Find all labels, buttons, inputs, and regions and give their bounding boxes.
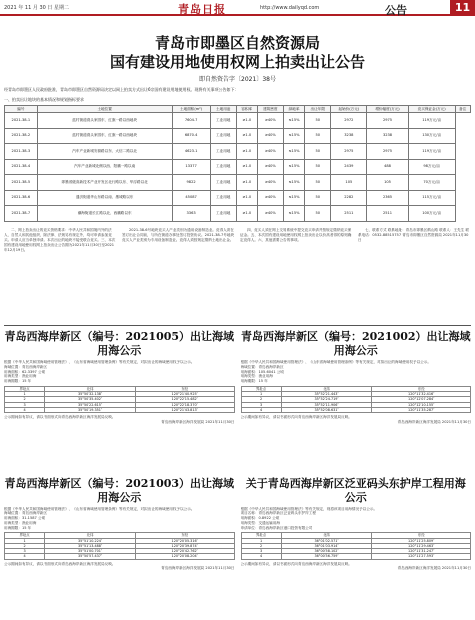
parcel-cell: 汽车产业新城北侧以西、阳鹏一路以南 bbox=[37, 159, 172, 175]
parcel-table-header bbox=[5, 106, 471, 113]
coordinate-cell: 120°11′27.593″ bbox=[372, 554, 471, 559]
parcel-cell: ≥40% bbox=[257, 175, 283, 191]
parcel-table bbox=[4, 105, 471, 222]
section-name: 公告 bbox=[385, 4, 407, 17]
parcel-cell: 通济街道华山东路以南、墨城路以东 bbox=[37, 190, 172, 206]
parcel-col-header: 出让年限 bbox=[305, 106, 331, 113]
parcel-cell: 119万元/亩 bbox=[408, 113, 455, 129]
sea-notice-line: 用海面积：105.6041 公顷 bbox=[240, 369, 284, 374]
coordinate-cell: 35°52′08.631″ bbox=[281, 407, 372, 412]
coordinate-col-header: 东经 bbox=[372, 533, 471, 538]
sea-notice-foot-text: 公示期间如有异议，请以书面形式向青岛西海岸新区海洋发展局反映。 bbox=[240, 561, 352, 566]
coordinate-cell: 2 bbox=[241, 397, 281, 402]
coordinate-col-header: 界址点 bbox=[241, 386, 281, 391]
parcel-col-header: 土地位置 bbox=[37, 106, 172, 113]
parcel-cell: ≥1.0 bbox=[236, 113, 257, 129]
parcel-col-header: 备注 bbox=[455, 106, 470, 113]
sea-notice-signature: 青岛西海岸新区海洋发展局 2021年11月30日 bbox=[397, 419, 471, 424]
notice-title-line2: 国有建设用地使用权网上拍卖出让公告 bbox=[109, 53, 365, 71]
sea-notice-line: 用海期限：15 年 bbox=[240, 379, 268, 384]
coordinate-cell: 2 bbox=[5, 397, 45, 402]
parcel-col-header: 建筑密度 bbox=[257, 106, 283, 113]
issue-date: 2021 年 11 月 30 日 星期二 bbox=[4, 5, 69, 11]
parcel-cell: 2511 bbox=[331, 206, 367, 222]
notice-section-heading: 一、拍卖出让地块的基本情况和规划指标要求 bbox=[4, 97, 84, 102]
page-number: 11 bbox=[450, 0, 475, 16]
coordinate-cell: 4 bbox=[241, 554, 281, 559]
parcel-cell: 98万元/亩 bbox=[408, 159, 455, 175]
sea-notice-title: 青岛西海岸新区（编号：2021002）出让海域用海公示 bbox=[240, 330, 471, 357]
parcel-cell: 6870.4 bbox=[172, 128, 210, 144]
coordinate-cell: 120°11′32.416″ bbox=[372, 392, 471, 397]
parcel-cell: 2975 bbox=[367, 144, 408, 160]
coordinate-cell: 36°01′03.914″ bbox=[281, 543, 372, 548]
sea-notice-info bbox=[241, 360, 472, 384]
sea-notice-line: 用海面积：62.3397 公顷 bbox=[4, 369, 46, 374]
table-row bbox=[5, 144, 471, 160]
notice-col-2-text: 2021-38-6号地块竞买人产业类别为通用设备制造业。竞得人须在签订出让合同前，与所在街道办事处签订投资协议。2021-38-7号地块竞买人产业类别为专用设备制造业。竞得人须按规定缴纳土地出让金。 bbox=[122, 227, 235, 242]
coordinate-col-header: 北纬 bbox=[281, 533, 372, 538]
sea-notice-3 bbox=[241, 473, 472, 616]
sea-notice-footer bbox=[4, 562, 235, 571]
coordinate-cell: 120°11′31.247″ bbox=[372, 549, 471, 554]
parcel-col-header: 绿地率 bbox=[283, 106, 304, 113]
parcel-cell: 50 bbox=[305, 159, 331, 175]
parcel-cell: 工业用地 bbox=[210, 144, 236, 160]
coordinate-col-header: 东经 bbox=[135, 533, 234, 538]
parcel-cell: 2282 bbox=[331, 190, 367, 206]
parcel-cell: 3363 bbox=[172, 206, 210, 222]
coordinate-cell: 35°52′21.443″ bbox=[281, 392, 372, 397]
coordinate-cell: 3 bbox=[241, 549, 281, 554]
parcel-cell: 2021-38-3 bbox=[5, 144, 38, 160]
coordinate-cell: 120°20′08.204″ bbox=[135, 554, 234, 559]
parcel-cell: 2021-38-5 bbox=[5, 175, 38, 191]
coordinate-cell: 1 bbox=[241, 538, 281, 543]
coordinate-cell: 36°01′02.571″ bbox=[281, 538, 372, 543]
notice-col-3-text: 四、竞买人须在网上交易系统中提交竞买申请并按规定缴纳竞买保证金。五、本次国有建设用地使用权网上拍卖出让以价高者得的原则确定竞得人。六、其他需要公告的事项。 bbox=[240, 227, 352, 242]
parcel-cell: 蓝村街道湾头家园东、红旗一路以西地块 bbox=[37, 113, 172, 129]
sea-notice-signature: 青岛西海岸新区海洋发展局 2021年11月30日 bbox=[397, 566, 471, 571]
coordinate-table bbox=[4, 532, 235, 559]
coordinate-cell: 4 bbox=[5, 554, 45, 559]
parcel-cell: 50 bbox=[305, 190, 331, 206]
parcel-col-header: 编号 bbox=[5, 106, 38, 113]
parcel-cell: ≥1.0 bbox=[236, 128, 257, 144]
parcel-cell: ≤15% bbox=[283, 113, 304, 129]
sea-notice-footer bbox=[241, 415, 472, 424]
notice-col-1-text: 二、网上拍卖出让的竞买资格要求：中华人民共和国境内外的法人、自然人和其他组织，除法律、法规另有规定外，均可申请参加竞买。申请人应当单独申请。本次出让的地块不接受联合竞买。三、本次国有建设用地使用权网上拍卖出让公告期为2021年11月30日至2021年12月19日。 bbox=[4, 227, 116, 253]
parcel-cell: 9822 bbox=[172, 175, 210, 191]
sea-notice-title: 青岛西海岸新区（编号：2021005）出让海域用海公示 bbox=[4, 330, 235, 357]
parcel-cell: 3238 bbox=[367, 128, 408, 144]
coordinate-cell: 1 bbox=[5, 392, 45, 397]
parcel-cell: 50 bbox=[305, 206, 331, 222]
sea-notice-foot-text: 公示期间如有异议，请以书面形式向青岛西海岸新区海洋发展局反映。 bbox=[4, 415, 116, 419]
parcel-cell: 3238 bbox=[331, 128, 367, 144]
sea-notice-line: 根据《中华人民共和国海域使用管理法》、《山东省海域使用管理条例》等有关规定，对拟出让的海域使用权予以公示。 bbox=[4, 360, 195, 364]
coordinate-row bbox=[5, 554, 235, 559]
sea-notice-line: 海域位置：青岛西海岸新区 bbox=[4, 511, 48, 516]
coordinate-cell: 120°20′05.316″ bbox=[135, 538, 234, 543]
parcel-cell: 工业用地 bbox=[210, 113, 236, 129]
sea-notice-line: 用海面积：31.1587 公顷 bbox=[4, 516, 46, 521]
parcel-cell: 105 bbox=[367, 175, 408, 191]
coordinate-cell: 35°50′32.138″ bbox=[45, 392, 136, 397]
sea-notice-info bbox=[4, 360, 235, 384]
coordinate-table bbox=[4, 386, 235, 413]
table-row bbox=[5, 175, 471, 191]
table-row bbox=[5, 128, 471, 144]
coordinate-cell: 4 bbox=[5, 407, 45, 412]
sea-notice-line: 用海类型：渔业用海 bbox=[4, 374, 37, 379]
parcel-cell: 工业用地 bbox=[210, 175, 236, 191]
coordinate-cell: 35°50′57.437″ bbox=[45, 554, 136, 559]
coordinate-cell: 120°12′10.155″ bbox=[372, 402, 471, 407]
sea-notice-foot-text: 公示期间如有异议，请以书面形式向青岛西海岸新区海洋发展局反映。 bbox=[240, 415, 352, 419]
coordinate-col-header: 东经 bbox=[135, 386, 234, 391]
parcel-cell: ≤15% bbox=[283, 190, 304, 206]
parcel-cell: 2975 bbox=[331, 144, 367, 160]
parcel-cell: 50 bbox=[305, 175, 331, 191]
parcel-cell: ≤15% bbox=[283, 159, 304, 175]
parcel-cell: 2021-38-6 bbox=[5, 190, 38, 206]
parcel-cell: 即墨省级高新技术产业开发区北行路以东、华浮路以北 bbox=[37, 175, 172, 191]
parcel-cell: 45087 bbox=[172, 190, 210, 206]
parcel-cell: 50 bbox=[305, 144, 331, 160]
coordinate-cell: 35°50′35.402″ bbox=[45, 397, 136, 402]
coordinate-col-header: 北纬 bbox=[281, 386, 372, 391]
coordinate-cell: 2 bbox=[241, 543, 281, 548]
site-url[interactable]: http://www.dailyqd.com bbox=[260, 5, 320, 11]
notice-col-4 bbox=[358, 228, 471, 320]
parcel-cell: ≥40% bbox=[257, 159, 283, 175]
sea-notice-0 bbox=[4, 326, 235, 469]
parcel-cell: 70万元/亩 bbox=[408, 175, 455, 191]
parcel-cell: 50 bbox=[305, 128, 331, 144]
parcel-cell: 130万元/亩 bbox=[408, 128, 455, 144]
coordinate-row bbox=[241, 407, 471, 412]
parcel-cell: ≤15% bbox=[283, 175, 304, 191]
sea-notice-footer bbox=[241, 562, 472, 571]
land-auction-notice bbox=[4, 18, 471, 320]
newspaper-logo: 青岛日报 bbox=[178, 3, 226, 16]
parcel-cell: ≥1.0 bbox=[236, 206, 257, 222]
sea-notice-foot-text: 公示期间如有异议，请以书面形式向青岛西海岸新区海洋发展局反映。 bbox=[4, 561, 116, 566]
parcel-cell: ≥1.0 bbox=[236, 175, 257, 191]
parcel-cell: 工业用地 bbox=[210, 206, 236, 222]
sea-notice-footer bbox=[4, 415, 235, 424]
sea-notice-title: 关于青岛西海岸新区泛亚码头东护岸工程用海公示 bbox=[245, 476, 466, 504]
parcel-cell: ≥40% bbox=[257, 206, 283, 222]
parcel-cell: 2975 bbox=[367, 113, 408, 129]
parcel-cell: 汽车产业新城安源路以东、大信二路以北 bbox=[37, 144, 172, 160]
sea-notice-line: 用海类型：交通运输用海 bbox=[240, 520, 281, 525]
masthead bbox=[0, 0, 475, 16]
sea-notice-line: 用海面积：0.8922 公顷 bbox=[240, 516, 280, 521]
coordinate-cell: 3 bbox=[241, 402, 281, 407]
coordinate-row bbox=[5, 407, 235, 412]
coordinate-cell: 120°20′42.762″ bbox=[135, 549, 234, 554]
parcel-cell: 2972 bbox=[331, 113, 367, 129]
coordinate-col-header: 北纬 bbox=[45, 386, 136, 391]
parcel-col-header: 增价幅度(万元) bbox=[367, 106, 408, 113]
parcel-cell: 4623.1 bbox=[172, 144, 210, 160]
sea-notice-info bbox=[241, 507, 472, 531]
sea-notice-line: 海域位置：青岛西海岸新区 bbox=[240, 364, 284, 369]
coordinate-table bbox=[241, 532, 472, 559]
parcel-cell: 105 bbox=[331, 175, 367, 191]
parcel-cell: ≥1.0 bbox=[236, 144, 257, 160]
coordinate-cell: 35°51′10.224″ bbox=[45, 538, 136, 543]
coordinate-col-header: 界址点 bbox=[5, 386, 45, 391]
parcel-cell: ≥40% bbox=[257, 190, 283, 206]
coordinate-cell: 120°12′07.284″ bbox=[372, 397, 471, 402]
coordinate-cell: 120°11′25.809″ bbox=[372, 538, 471, 543]
coordinate-cell: 35°52′24.719″ bbox=[281, 397, 372, 402]
sea-notice-line: 用海期限：15 年 bbox=[4, 379, 32, 384]
coordinate-cell: 36°00′58.102″ bbox=[281, 549, 372, 554]
coordinate-cell: 120°20′39.874″ bbox=[135, 543, 234, 548]
parcel-cell: 50 bbox=[305, 113, 331, 129]
parcel-col-header: 土地用途 bbox=[210, 106, 236, 113]
notice-title-line1: 青岛市即墨区自然资源局 bbox=[154, 34, 320, 52]
sea-notice-line: 根据《中华人民共和国海域使用管理法》、《山东省海域使用管理条例》等有关规定，对拟出让的海域使用权予以公示。 bbox=[4, 506, 195, 511]
coordinate-cell: 36°00′56.759″ bbox=[281, 554, 372, 559]
coordinate-cell: 35°51′13.488″ bbox=[45, 543, 136, 548]
notice-intro: 经青岛市即墨区人民政府批准，青岛市即墨区自然资源局决定以网上拍卖方式出让6宗国有建设用地使用权。现将有关事项公告如下： bbox=[4, 87, 239, 92]
coordinate-cell: 35°51′00.701″ bbox=[45, 549, 136, 554]
notice-body-columns bbox=[4, 228, 471, 320]
coordinate-cell: 3 bbox=[5, 549, 45, 554]
parcel-cell: 115万元/亩 bbox=[408, 190, 455, 206]
notice-col-3 bbox=[240, 228, 353, 320]
sea-notice-signature: 青岛西海岸新区海洋发展局 2021年11月30日 bbox=[161, 419, 235, 424]
coordinate-cell: 120°22′18.370″ bbox=[135, 402, 234, 407]
parcel-cell: ≥40% bbox=[257, 128, 283, 144]
coordinate-cell: 35°50′22.615″ bbox=[45, 402, 136, 407]
parcel-cell: 13377 bbox=[172, 159, 210, 175]
coordinate-col-header: 界址点 bbox=[5, 533, 45, 538]
sea-notice-1 bbox=[241, 326, 472, 469]
table-row bbox=[5, 206, 471, 222]
coordinate-cell: 120°22′15.482″ bbox=[135, 397, 234, 402]
parcel-cell: 7604.7 bbox=[172, 113, 210, 129]
table-row bbox=[5, 190, 471, 206]
parcel-cell: 2021-38-7 bbox=[5, 206, 38, 222]
parcel-col-header: 竞买保证金(万元) bbox=[408, 106, 455, 113]
parcel-cell: 潮海街道长江路以北、西鹏路以东 bbox=[37, 206, 172, 222]
coordinate-cell: 35°52′11.906″ bbox=[281, 402, 372, 407]
sea-notice-line: 用海期限：15 年 bbox=[4, 525, 32, 530]
coordinate-cell: 1 bbox=[241, 392, 281, 397]
notice-number: 即自然资告字〔2021〕38号 bbox=[199, 76, 276, 83]
coordinate-cell: 120°21′40.925″ bbox=[135, 392, 234, 397]
sea-use-notices bbox=[4, 325, 471, 615]
parcel-cell: ≤15% bbox=[283, 128, 304, 144]
parcel-cell: 2365 bbox=[367, 190, 408, 206]
coordinate-cell: 120°11′35.287″ bbox=[372, 407, 471, 412]
coordinate-cell: 3 bbox=[5, 402, 45, 407]
parcel-cell: ≤15% bbox=[283, 144, 304, 160]
coordinate-cell: 35°50′19.351″ bbox=[45, 407, 136, 412]
notice-col-4-text: 七、联系方式 联系地址：青岛市即墨区鹤山路 联系人：王先生 联系电话：0532-88515757 青岛市即墨区自然资源局 2021年11月30日 bbox=[358, 227, 470, 242]
sea-notice-2 bbox=[4, 473, 235, 616]
sea-notice-line: 项目名称：青岛西海岸新区泛亚码头东护岸工程 bbox=[240, 511, 316, 516]
parcel-cell: 工业用地 bbox=[210, 128, 236, 144]
parcel-cell: 488 bbox=[367, 159, 408, 175]
parcel-cell: ≥40% bbox=[257, 144, 283, 160]
coordinate-col-header: 东经 bbox=[372, 386, 471, 391]
parcel-cell: 2439 bbox=[331, 159, 367, 175]
sea-notice-signature: 青岛西海岸新区海洋发展局 2021年11月30日 bbox=[161, 566, 235, 571]
notice-col-2 bbox=[122, 228, 235, 320]
coordinate-cell: 120°21′43.813″ bbox=[135, 407, 234, 412]
parcel-cell: ≥1.0 bbox=[236, 190, 257, 206]
sea-notice-info bbox=[4, 507, 235, 531]
parcel-col-header: 土地面积(m²) bbox=[172, 106, 210, 113]
sea-notice-title: 青岛西海岸新区（编号：2021003）出让海域用海公示 bbox=[4, 476, 235, 504]
parcel-cell: 工业用地 bbox=[210, 159, 236, 175]
parcel-cell: 蓝村街道湾头家园东、红旗一路以西地块 bbox=[37, 128, 172, 144]
parcel-cell: 2511 bbox=[367, 206, 408, 222]
coordinate-col-header: 界址点 bbox=[241, 533, 281, 538]
coordinate-cell: 120°11′29.463″ bbox=[372, 543, 471, 548]
parcel-cell: ≤15% bbox=[283, 206, 304, 222]
coordinate-table bbox=[241, 386, 472, 413]
parcel-cell: 工业用地 bbox=[210, 190, 236, 206]
coordinate-row bbox=[241, 554, 471, 559]
sea-notice-line: 申请单位：青岛西海岸新区港口投资有限公司 bbox=[240, 525, 313, 530]
parcel-cell: ≥1.0 bbox=[236, 159, 257, 175]
sea-notice-line: 用海类型：渔业用海 bbox=[240, 374, 273, 379]
coordinate-col-header: 北纬 bbox=[45, 533, 136, 538]
parcel-cell: ≥40% bbox=[257, 113, 283, 129]
parcel-col-header: 起始价(万元) bbox=[331, 106, 367, 113]
coordinate-cell: 2 bbox=[5, 543, 45, 548]
sea-notice-line: 海域位置：青岛西海岸新区 bbox=[4, 364, 48, 369]
parcel-cell: 100万元/亩 bbox=[408, 206, 455, 222]
parcel-cell: 119万元/亩 bbox=[408, 144, 455, 160]
table-row bbox=[5, 113, 471, 129]
parcel-cell: 2021-38-1 bbox=[5, 113, 38, 129]
parcel-cell: 2021-38-4 bbox=[5, 159, 38, 175]
sea-notice-line: 根据《中华人民共和国海域使用管理法》、《山东省海域使用管理条例》等有关规定，对拟出让的海域使用权予以公示。 bbox=[240, 360, 431, 364]
coordinate-cell: 4 bbox=[241, 407, 281, 412]
notice-col-1 bbox=[4, 228, 117, 320]
sea-notice-line: 用海类型：渔业用海 bbox=[4, 520, 37, 525]
parcel-cell: 2021-38-2 bbox=[5, 128, 38, 144]
parcel-col-header: 容积率 bbox=[236, 106, 257, 113]
coordinate-cell: 1 bbox=[5, 538, 45, 543]
table-row bbox=[5, 159, 471, 175]
sea-notice-line: 根据《中华人民共和国海域使用管理法》等有关规定，现将该项目用海情况予以公示。 bbox=[240, 506, 378, 511]
